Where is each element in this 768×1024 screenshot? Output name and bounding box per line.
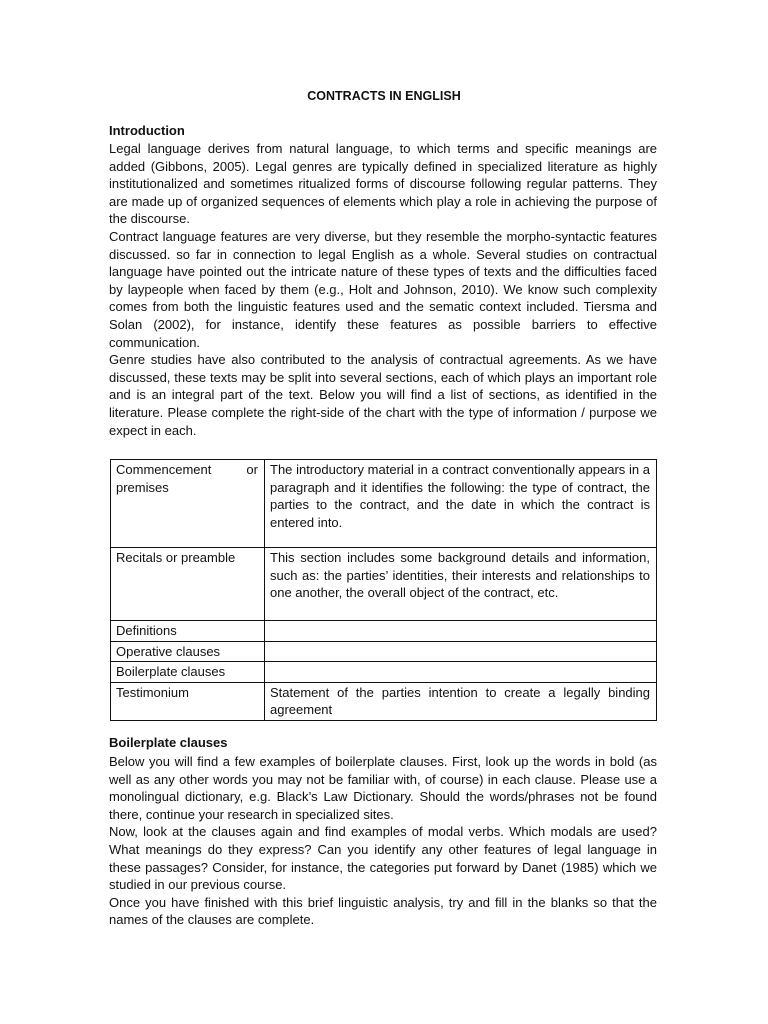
section-name-cell: Boilerplate clauses (111, 662, 265, 683)
boilerplate-body (109, 753, 657, 929)
section-description-cell: Statement of the parties intention to create a legally binding agreement (265, 682, 657, 720)
intro-paragraph: Legal language derives from natural language, to which terms and specific meanings are added (Gibbons, 2005). Legal genres are typically defined in specialized literature as highly institutionalized and sometimes ritualized forms of discourse following regular patterns. They are made up of organized sequences of elements which play a role in achieving the purpose of the discourse. (109, 141, 657, 227)
table-row (111, 662, 657, 683)
section-name-cell: Operative clauses (111, 641, 265, 662)
intro-heading: Introduction (109, 123, 185, 138)
section-name-cell: Definitions (111, 621, 265, 642)
boilerplate-paragraph: Now, look at the clauses again and find examples of modal verbs. Which modals are used? What meanings do they express? Can you identify any other features of legal language in these passages? Consider, for instance, the categories put forward by Danet (1985) which we studied in our previous course. (109, 824, 657, 893)
sections-table (110, 459, 657, 721)
section-description-cell: The introductory material in a contract conventionally appears in a paragraph and it identifies the following: the type of contract, the parties to the contract, and the date in which the contract is entered into. (265, 460, 657, 548)
section-description-cell (265, 662, 657, 683)
document-title: CONTRACTS IN ENGLISH (307, 89, 461, 103)
boilerplate-heading: Boilerplate clauses (109, 735, 228, 750)
intro-paragraph: Contract language features are very diverse, but they resemble the morpho-syntactic features discussed. so far in connection to legal English as a whole. Several studies on contractual language have pointed out the intricate nature of these types of texts and the difficulties faced by laypeople when faced by them (e.g., Holt and Johnson, 2010). We know such complexity comes from both the linguistic features used and the sematic context included. Tiersma and Solan (2002), for instance, identify these features as possible barriers to effective communication. (109, 228, 657, 350)
table-row (111, 641, 657, 662)
table-row (111, 460, 657, 548)
section-name-cell: Testimonium (111, 682, 265, 720)
section-name-cell: Recitals or preamble (111, 548, 265, 621)
table-row (111, 621, 657, 642)
section-description-cell: This section includes some background details and information, such as: the parties’ identities, their interests and relationships to one another, the overall object of the contract, etc. (265, 548, 657, 621)
boilerplate-paragraph: Below you will find a few examples of boilerplate clauses. First, look up the words in bold (as well as any other words you may not be familiar with, of course) in each clause. Please use a monolingual dictionary, e.g. Black’s Law Dictionary. Should the words/phrases not be found there, continue your research in specialized sites. (109, 754, 657, 822)
table-row (111, 682, 657, 720)
intro-paragraph: Genre studies have also contributed to the analysis of contractual agreements. As we have discussed, these texts may be split into several sections, each of which plays an important role and is an integral part of the text. Below you will find a list of sections, as identified in the literature. Please complete the right-side of the chart with the type of information / purpose we expect in each. (109, 352, 657, 438)
section-name-cell: Commencement or premises (111, 460, 265, 548)
section-description-cell (265, 621, 657, 642)
section-description-cell (265, 641, 657, 662)
intro-body (109, 140, 657, 439)
table-row (111, 548, 657, 621)
boilerplate-paragraph: Once you have finished with this brief linguistic analysis, try and fill in the blanks so that the names of the clauses are complete. (109, 894, 657, 928)
